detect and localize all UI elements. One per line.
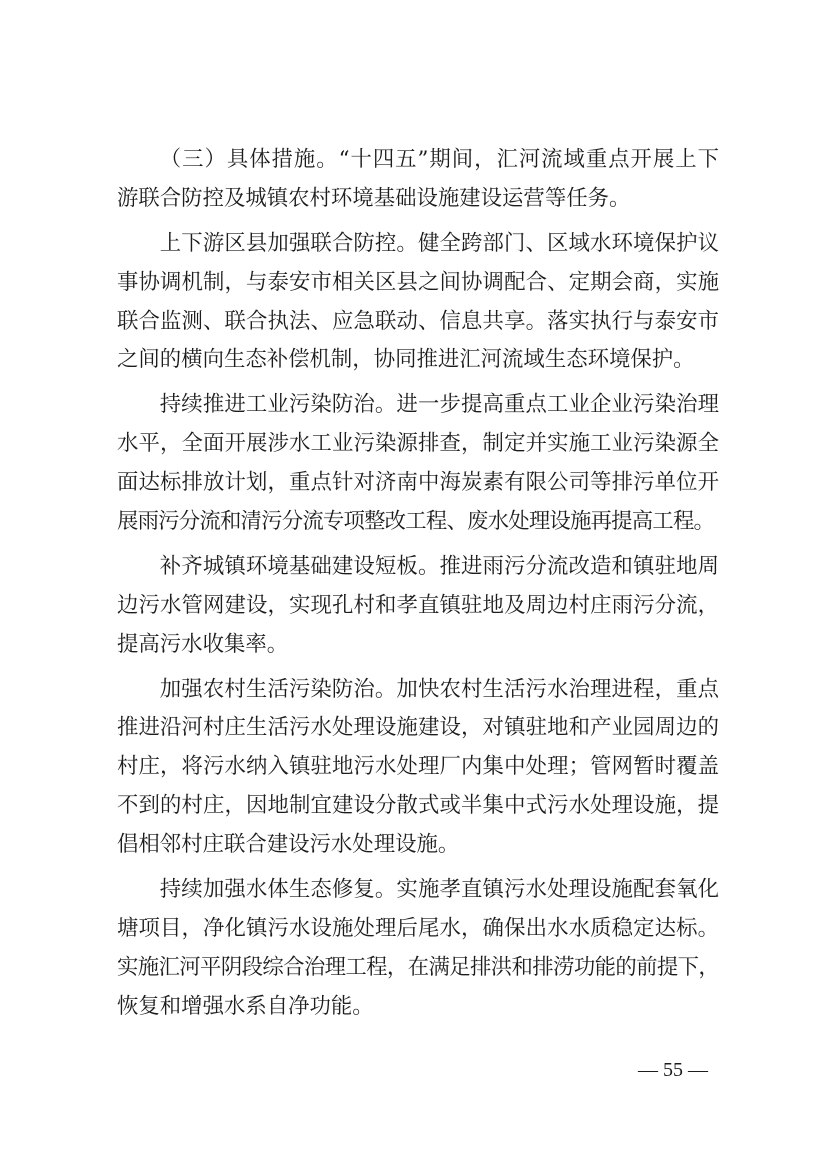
text-line: 面达标排放计划，重点针对济南中海炭素有限公司等排污单位开 — [117, 470, 719, 496]
text-line: 上下游区县加强联合防控。健全跨部门、区域水环境保护议 — [159, 230, 719, 256]
text-line: 边污水管网建设，实现孔村和孝直镇驻地及周边村庄雨污分流， — [117, 592, 719, 618]
text-line: 倡相邻村庄联合建设污水处理设施。 — [117, 832, 460, 858]
text-line: 水平，全面开展涉水工业污染源排查，制定并实施工业污染源全 — [117, 431, 719, 457]
text-line: 恢复和增强水系自净功能。 — [117, 993, 374, 1019]
paragraph — [117, 141, 719, 219]
text-line: 联合监测、联合执法、应急联动、信息共享。落实执行与泰安市 — [117, 308, 719, 334]
body-text — [117, 141, 719, 1033]
paragraph — [117, 548, 719, 665]
text-line: 之间的横向生态补偿机制，协同推进汇河流域生态环境保护。 — [117, 347, 695, 373]
text-line: 持续推进工业污染防治。进一步提高重点工业企业污染治理 — [159, 392, 719, 418]
text-line: 游联合防控及城镇农村环境基础设施建设运营等任务。 — [117, 185, 631, 211]
paragraph — [117, 386, 719, 542]
text-line: 加强农村生活污染防治。加快农村生活污水治理进程，重点 — [159, 676, 719, 702]
paragraph — [117, 871, 719, 1027]
paragraph — [117, 671, 719, 865]
text-line: 实施汇河平阴段综合治理工程，在满足排洪和排涝功能的前提下， — [117, 954, 719, 980]
text-line: 展雨污分流和清污分流专项整改工程、废水处理设施再提高工程。 — [117, 509, 715, 535]
text-line: 推进沿河村庄生活污水处理设施建设，对镇驻地和产业园周边的 — [117, 715, 719, 741]
text-line: 持续加强水体生态修复。实施孝直镇污水处理设施配套氧化 — [159, 877, 719, 903]
text-line: 不到的村庄，因地制宜建设分散式或半集中式污水处理设施，提 — [117, 793, 719, 819]
text-line: 提高污水收集率。 — [117, 631, 289, 657]
text-line: （三）具体措施。“十四五”期间，汇河流域重点开展上下 — [159, 147, 719, 172]
text-line: 塘项目，净化镇污水设施处理后尾水，确保出水水质稳定达标。 — [117, 915, 719, 941]
page-number: — 55 — — [638, 1059, 708, 1081]
text-line: 补齐城镇环境基础建设短板。推进雨污分流改造和镇驻地周 — [159, 553, 719, 579]
text-line: 村庄，将污水纳入镇驻地污水处理厂内集中处理；管网暂时覆盖 — [117, 754, 719, 780]
paragraph — [117, 225, 719, 381]
text-line: 事协调机制，与泰安市相关区县之间协调配合、定期会商，实施 — [117, 269, 719, 295]
